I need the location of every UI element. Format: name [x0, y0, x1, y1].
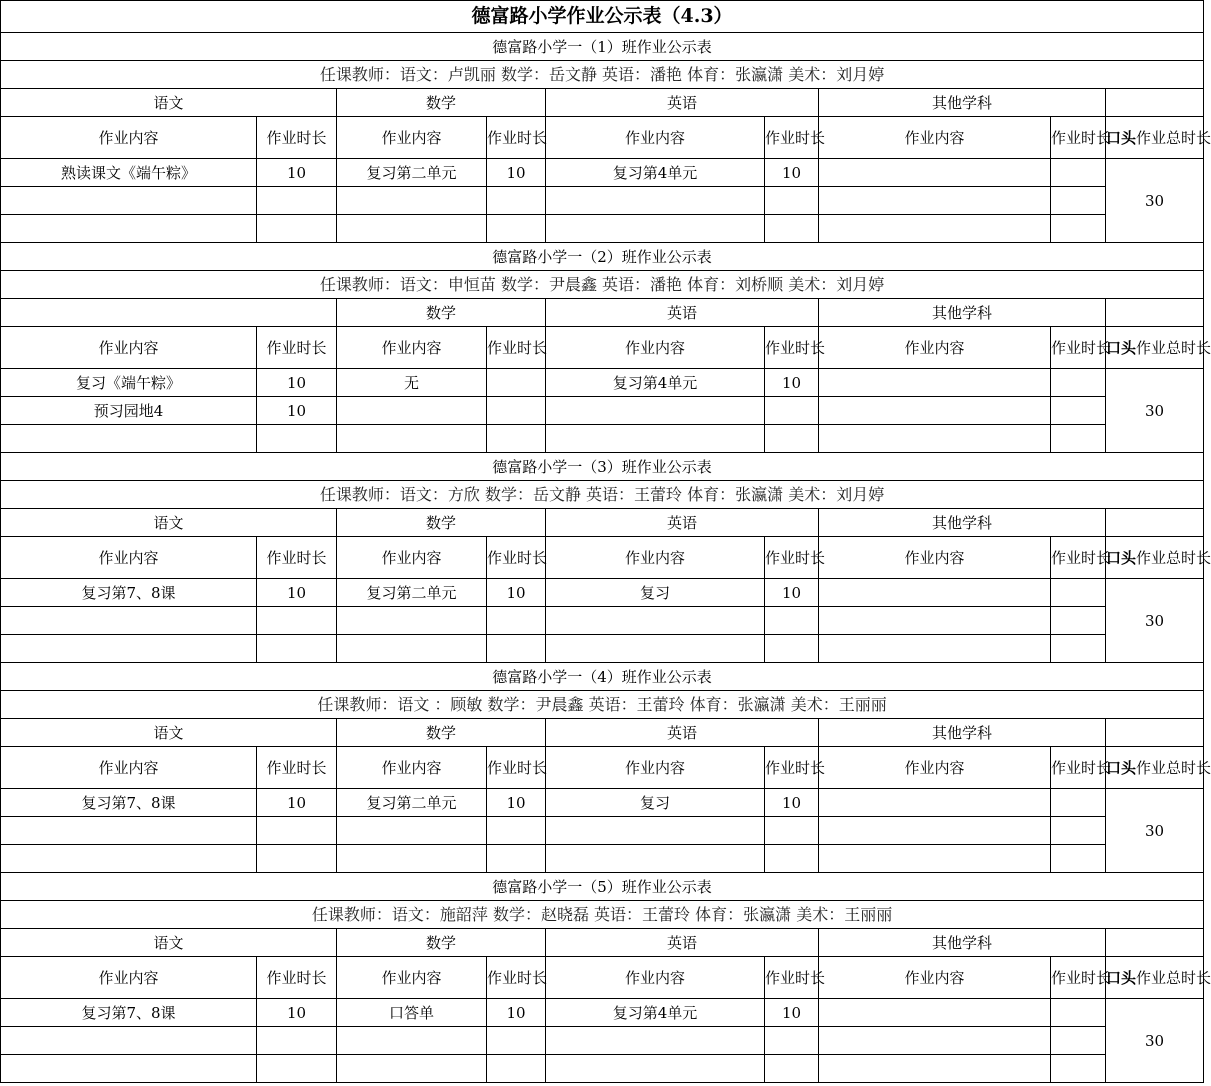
other-content — [819, 789, 1051, 817]
column-header-content: 作业内容 — [1, 537, 257, 579]
chinese-content: 复习第7、8课 — [1, 579, 257, 607]
english-duration: 10 — [765, 369, 819, 397]
oral-label: 口头 — [1106, 128, 1137, 147]
chinese-duration: 10 — [257, 789, 337, 817]
teacher-list: 任课教师：语文：施韶萍 数学：赵晓磊 英语：王蕾玲 体育：张瀛潇 美术：王丽丽 — [1, 901, 1204, 929]
chinese-duration: 10 — [257, 579, 337, 607]
table-row — [1, 397, 1204, 425]
column-header-duration: 作业时长 — [765, 117, 819, 159]
column-header-oral-total — [1106, 537, 1211, 579]
class-title: 德富路小学一（4）班作业公示表 — [1, 663, 1204, 691]
other-duration — [1051, 369, 1106, 397]
column-header-oral-total — [1106, 747, 1211, 789]
math-content: 复习第二单元 — [337, 579, 487, 607]
chinese-content — [1, 425, 257, 453]
math-duration: 10 — [487, 999, 546, 1027]
class-title: 德富路小学一（5）班作业公示表 — [1, 873, 1204, 901]
chinese-duration: 10 — [257, 999, 337, 1027]
chinese-duration — [257, 187, 337, 215]
other-duration — [1051, 635, 1106, 663]
other-duration — [1051, 607, 1106, 635]
math-duration — [487, 425, 546, 453]
math-content — [337, 1027, 487, 1055]
subject-header-english: 英语 — [546, 89, 819, 117]
column-header-content: 作业内容 — [1, 327, 257, 369]
math-content: 复习第二单元 — [337, 789, 487, 817]
chinese-content — [1, 635, 257, 663]
subject-header-other: 其他学科 — [819, 509, 1106, 537]
subject-header-english: 英语 — [546, 929, 819, 957]
column-header-content: 作业内容 — [1, 957, 257, 999]
column-header-content: 作业内容 — [819, 327, 1051, 369]
english-duration: 10 — [765, 159, 819, 187]
column-header-oral-total — [1106, 327, 1211, 369]
chinese-duration — [257, 1055, 337, 1083]
chinese-duration — [257, 607, 337, 635]
table-row — [1, 1055, 1204, 1083]
teacher-list: 任课教师：语文：卢凯丽 数学：岳文静 英语：潘艳 体育：张瀛潇 美术：刘月婷 — [1, 61, 1204, 89]
total-duration-label: 作业总时长 — [1136, 968, 1211, 987]
english-content — [546, 425, 765, 453]
chinese-duration — [257, 425, 337, 453]
math-duration — [487, 607, 546, 635]
english-content: 复习第4单元 — [546, 159, 765, 187]
table-row — [1, 845, 1204, 873]
total-duration: 30 — [1106, 789, 1204, 873]
column-header-content: 作业内容 — [546, 747, 765, 789]
english-duration — [765, 215, 819, 243]
column-header-content: 作业内容 — [337, 327, 487, 369]
chinese-duration — [257, 215, 337, 243]
english-content: 复习第4单元 — [546, 369, 765, 397]
english-duration: 10 — [765, 789, 819, 817]
subject-header-blank — [1106, 299, 1204, 327]
english-content — [546, 635, 765, 663]
chinese-content — [1, 187, 257, 215]
math-content: 口答单 — [337, 999, 487, 1027]
total-duration: 30 — [1106, 579, 1204, 663]
chinese-duration — [257, 635, 337, 663]
column-header-content: 作业内容 — [546, 957, 765, 999]
total-duration-label: 作业总时长 — [1136, 758, 1211, 777]
table-row — [1, 215, 1204, 243]
chinese-duration: 10 — [257, 159, 337, 187]
teacher-list: 任课教师：语文：申恒苗 数学：尹晨鑫 英语：潘艳 体育：刘桥顺 美术：刘月婷 — [1, 271, 1204, 299]
page-title: 德富路小学作业公示表（4.3） — [1, 1, 1204, 33]
table-row — [1, 635, 1204, 663]
total-duration-label: 作业总时长 — [1136, 338, 1211, 357]
math-content — [337, 397, 487, 425]
teacher-list: 任课教师：语文 ：顾敏 数学：尹晨鑫 英语：王蕾玲 体育：张瀛潇 美术：王丽丽 — [1, 691, 1204, 719]
subject-header-english: 英语 — [546, 299, 819, 327]
column-header-content: 作业内容 — [1, 747, 257, 789]
subject-header-chinese: 语文 — [1, 509, 337, 537]
column-header-duration: 作业时长 — [487, 747, 546, 789]
column-header-content: 作业内容 — [819, 747, 1051, 789]
english-content — [546, 1027, 765, 1055]
subject-header-math: 数学 — [337, 929, 546, 957]
math-content — [337, 845, 487, 873]
math-content — [337, 425, 487, 453]
math-duration — [487, 187, 546, 215]
table-row — [1, 999, 1204, 1027]
math-content: 复习第二单元 — [337, 159, 487, 187]
column-header-duration: 作业时长 — [487, 537, 546, 579]
chinese-content — [1, 817, 257, 845]
other-content — [819, 607, 1051, 635]
english-duration — [765, 397, 819, 425]
table-row — [1, 369, 1204, 397]
english-content: 复习 — [546, 579, 765, 607]
column-header-oral-total — [1106, 957, 1211, 999]
other-content — [819, 369, 1051, 397]
other-content — [819, 579, 1051, 607]
other-content — [819, 635, 1051, 663]
math-content — [337, 187, 487, 215]
column-header-duration: 作业时长 — [487, 957, 546, 999]
chinese-duration — [257, 817, 337, 845]
column-header-content: 作业内容 — [546, 117, 765, 159]
total-duration: 30 — [1106, 369, 1204, 453]
oral-label: 口头 — [1106, 968, 1137, 987]
english-content — [546, 1055, 765, 1083]
column-header-content: 作业内容 — [337, 537, 487, 579]
english-duration — [765, 635, 819, 663]
english-content — [546, 215, 765, 243]
chinese-content: 熟读课文《端午粽》 — [1, 159, 257, 187]
chinese-content — [1, 845, 257, 873]
other-content — [819, 1027, 1051, 1055]
total-duration-label: 作业总时长 — [1136, 548, 1211, 567]
math-duration — [487, 215, 546, 243]
subject-header-other: 其他学科 — [819, 719, 1106, 747]
oral-label: 口头 — [1106, 758, 1137, 777]
chinese-duration: 10 — [257, 397, 337, 425]
column-header-oral-total — [1106, 117, 1211, 159]
subject-header-math: 数学 — [337, 89, 546, 117]
math-duration — [487, 817, 546, 845]
math-duration — [487, 1055, 546, 1083]
subject-header-math: 数学 — [337, 719, 546, 747]
chinese-duration — [257, 845, 337, 873]
column-header-content: 作业内容 — [819, 117, 1051, 159]
table-row — [1, 425, 1204, 453]
english-duration — [765, 425, 819, 453]
english-duration — [765, 1055, 819, 1083]
column-header-duration: 作业时长 — [1051, 327, 1106, 369]
column-header-content: 作业内容 — [819, 957, 1051, 999]
class-title: 德富路小学一（3）班作业公示表 — [1, 453, 1204, 481]
other-content — [819, 425, 1051, 453]
other-content — [819, 845, 1051, 873]
other-content — [819, 999, 1051, 1027]
column-header-content: 作业内容 — [546, 327, 765, 369]
subject-header-english: 英语 — [546, 719, 819, 747]
math-content — [337, 607, 487, 635]
chinese-content: 复习第7、8课 — [1, 789, 257, 817]
chinese-content — [1, 607, 257, 635]
chinese-content — [1, 1055, 257, 1083]
table-row — [1, 159, 1204, 187]
english-duration — [765, 1027, 819, 1055]
column-header-duration: 作业时长 — [487, 327, 546, 369]
chinese-content — [1, 215, 257, 243]
other-duration — [1051, 1055, 1106, 1083]
subject-header-math: 数学 — [337, 509, 546, 537]
english-duration: 10 — [765, 999, 819, 1027]
subject-header-english: 英语 — [546, 509, 819, 537]
column-header-duration: 作业时长 — [1051, 117, 1106, 159]
english-duration — [765, 845, 819, 873]
column-header-duration: 作业时长 — [765, 747, 819, 789]
english-content — [546, 397, 765, 425]
english-content — [546, 607, 765, 635]
other-duration — [1051, 579, 1106, 607]
math-duration — [487, 845, 546, 873]
math-duration — [487, 397, 546, 425]
other-duration — [1051, 425, 1106, 453]
math-duration: 10 — [487, 159, 546, 187]
other-content — [819, 1055, 1051, 1083]
other-duration — [1051, 397, 1106, 425]
english-duration: 10 — [765, 579, 819, 607]
total-duration: 30 — [1106, 159, 1204, 243]
table-row — [1, 817, 1204, 845]
column-header-duration: 作业时长 — [257, 537, 337, 579]
other-duration — [1051, 789, 1106, 817]
table-row — [1, 607, 1204, 635]
class-title: 德富路小学一（2）班作业公示表 — [1, 243, 1204, 271]
subject-header-blank — [1106, 89, 1204, 117]
english-content — [546, 845, 765, 873]
math-duration: 10 — [487, 789, 546, 817]
math-content — [337, 1055, 487, 1083]
math-duration — [487, 1027, 546, 1055]
other-duration — [1051, 159, 1106, 187]
column-header-content: 作业内容 — [546, 537, 765, 579]
subject-header-other: 其他学科 — [819, 929, 1106, 957]
column-header-duration: 作业时长 — [257, 327, 337, 369]
column-header-content: 作业内容 — [337, 117, 487, 159]
other-content — [819, 215, 1051, 243]
subject-header-chinese — [1, 299, 337, 327]
subject-header-blank — [1106, 509, 1204, 537]
subject-header-chinese: 语文 — [1, 719, 337, 747]
chinese-content: 预习园地4 — [1, 397, 257, 425]
chinese-duration — [257, 1027, 337, 1055]
english-content — [546, 187, 765, 215]
class-title: 德富路小学一（1）班作业公示表 — [1, 33, 1204, 61]
other-duration — [1051, 845, 1106, 873]
other-content — [819, 187, 1051, 215]
other-duration — [1051, 187, 1106, 215]
subject-header-chinese: 语文 — [1, 89, 337, 117]
math-duration — [487, 635, 546, 663]
english-content: 复习 — [546, 789, 765, 817]
column-header-content: 作业内容 — [819, 537, 1051, 579]
column-header-duration: 作业时长 — [1051, 537, 1106, 579]
other-content — [819, 817, 1051, 845]
column-header-duration: 作业时长 — [257, 957, 337, 999]
column-header-duration: 作业时长 — [487, 117, 546, 159]
column-header-duration: 作业时长 — [765, 327, 819, 369]
chinese-content: 复习《端午粽》 — [1, 369, 257, 397]
table-row — [1, 1027, 1204, 1055]
other-duration — [1051, 215, 1106, 243]
subject-header-chinese: 语文 — [1, 929, 337, 957]
subject-header-other: 其他学科 — [819, 89, 1106, 117]
english-content — [546, 817, 765, 845]
math-duration — [487, 369, 546, 397]
chinese-content: 复习第7、8课 — [1, 999, 257, 1027]
column-header-duration: 作业时长 — [257, 117, 337, 159]
other-duration — [1051, 1027, 1106, 1055]
math-content — [337, 635, 487, 663]
other-duration — [1051, 817, 1106, 845]
total-duration: 30 — [1106, 999, 1204, 1083]
subject-header-blank — [1106, 719, 1204, 747]
chinese-duration: 10 — [257, 369, 337, 397]
english-duration — [765, 607, 819, 635]
teacher-list: 任课教师：语文：方欣 数学：岳文静 英语：王蕾玲 体育：张瀛潇 美术：刘月婷 — [1, 481, 1204, 509]
column-header-duration: 作业时长 — [257, 747, 337, 789]
other-duration — [1051, 999, 1106, 1027]
english-duration — [765, 817, 819, 845]
column-header-content: 作业内容 — [337, 747, 487, 789]
math-content — [337, 817, 487, 845]
english-duration — [765, 187, 819, 215]
subject-header-math: 数学 — [337, 299, 546, 327]
english-content: 复习第4单元 — [546, 999, 765, 1027]
oral-label: 口头 — [1106, 338, 1137, 357]
table-row — [1, 789, 1204, 817]
column-header-duration: 作业时长 — [765, 957, 819, 999]
total-duration-label: 作业总时长 — [1136, 128, 1211, 147]
math-content: 无 — [337, 369, 487, 397]
subject-header-blank — [1106, 929, 1204, 957]
math-content — [337, 215, 487, 243]
math-duration: 10 — [487, 579, 546, 607]
table-row — [1, 579, 1204, 607]
column-header-content: 作业内容 — [337, 957, 487, 999]
chinese-content — [1, 1027, 257, 1055]
table-row — [1, 187, 1204, 215]
column-header-duration: 作业时长 — [765, 537, 819, 579]
column-header-content: 作业内容 — [1, 117, 257, 159]
column-header-duration: 作业时长 — [1051, 747, 1106, 789]
subject-header-other: 其他学科 — [819, 299, 1106, 327]
column-header-duration: 作业时长 — [1051, 957, 1106, 999]
other-content — [819, 159, 1051, 187]
other-content — [819, 397, 1051, 425]
oral-label: 口头 — [1106, 548, 1137, 567]
